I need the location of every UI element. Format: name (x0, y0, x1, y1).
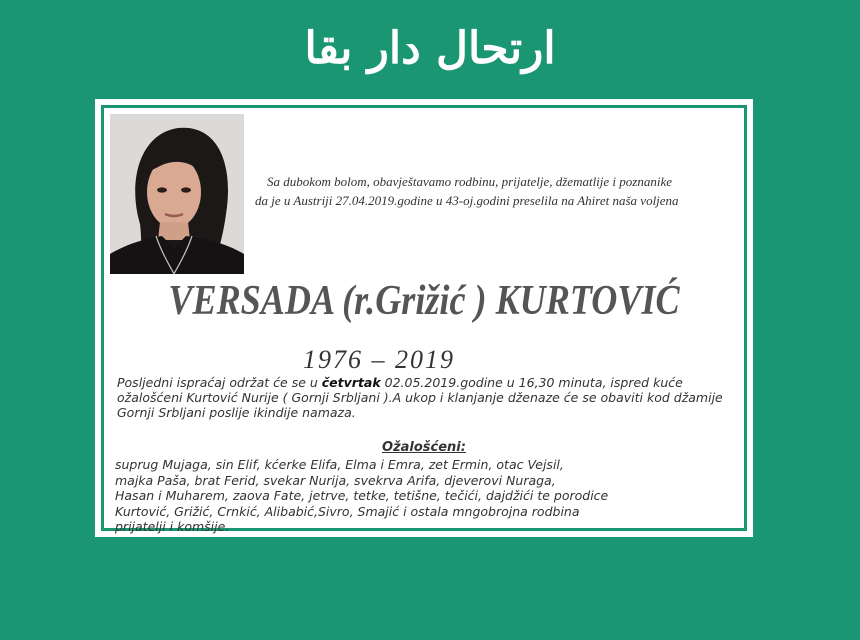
funeral-information (117, 375, 742, 420)
mourners-line: Kurtović, Grižić, Crnkić, Alibabić,Sivro, Smajić i ostala mngobrojna rodbina (115, 503, 580, 519)
portrait-photo (110, 114, 244, 274)
intro-line: da je u Austriji 27.04.2019.godine u 43-oj.godini preselila na Ahiret naša voljena (255, 193, 679, 208)
funeral-text: 02.05.2019.godine u 16,30 minuta, ispred kuće ožalošćeni Kurtović Nurije ( Gornji Srbljani ).A ukop i klanjanje dženaze će se obaviti kod džamije Gornji Srbljani poslije ikindije namaza. (117, 375, 723, 420)
intro-line: Sa dubokom bolom, obavještavamo rodbinu, prijatelje, džematlije i poznanike (267, 174, 672, 189)
deceased-name: VERSADA (r.Grižić ) KURTOVIĆ (168, 278, 680, 324)
funeral-day: četvrtak (321, 375, 381, 390)
obituary-card (95, 99, 753, 537)
funeral-text: Posljedni ispraćaj održat će se u (117, 375, 322, 390)
mourners-line: majka Paša, brat Ferid, svekar Nurija, svekrva Arifa, djeverovi Nuraga, (115, 472, 556, 488)
portrait-image (110, 114, 244, 274)
mourners-line: Hasan i Muharem, zaova Fate, jetrve, tetke, tetišne, tečići, dajdžići te porodice (115, 488, 609, 503)
mourners-list (115, 457, 745, 535)
mourners-heading: Ožalošćeni: (382, 440, 466, 455)
mourners-line: prijatelji i komšije. (115, 519, 230, 534)
intro-announcement (255, 172, 735, 210)
calligraphy-heading: ارتحال دار بقا (304, 23, 556, 74)
life-years: 1976 – 2019 (303, 345, 455, 374)
mourners-line: suprug Mujaga, sin Elif, kćerke Elifa, Elma i Emra, zet Ermin, otac Vejsil, (115, 457, 564, 472)
